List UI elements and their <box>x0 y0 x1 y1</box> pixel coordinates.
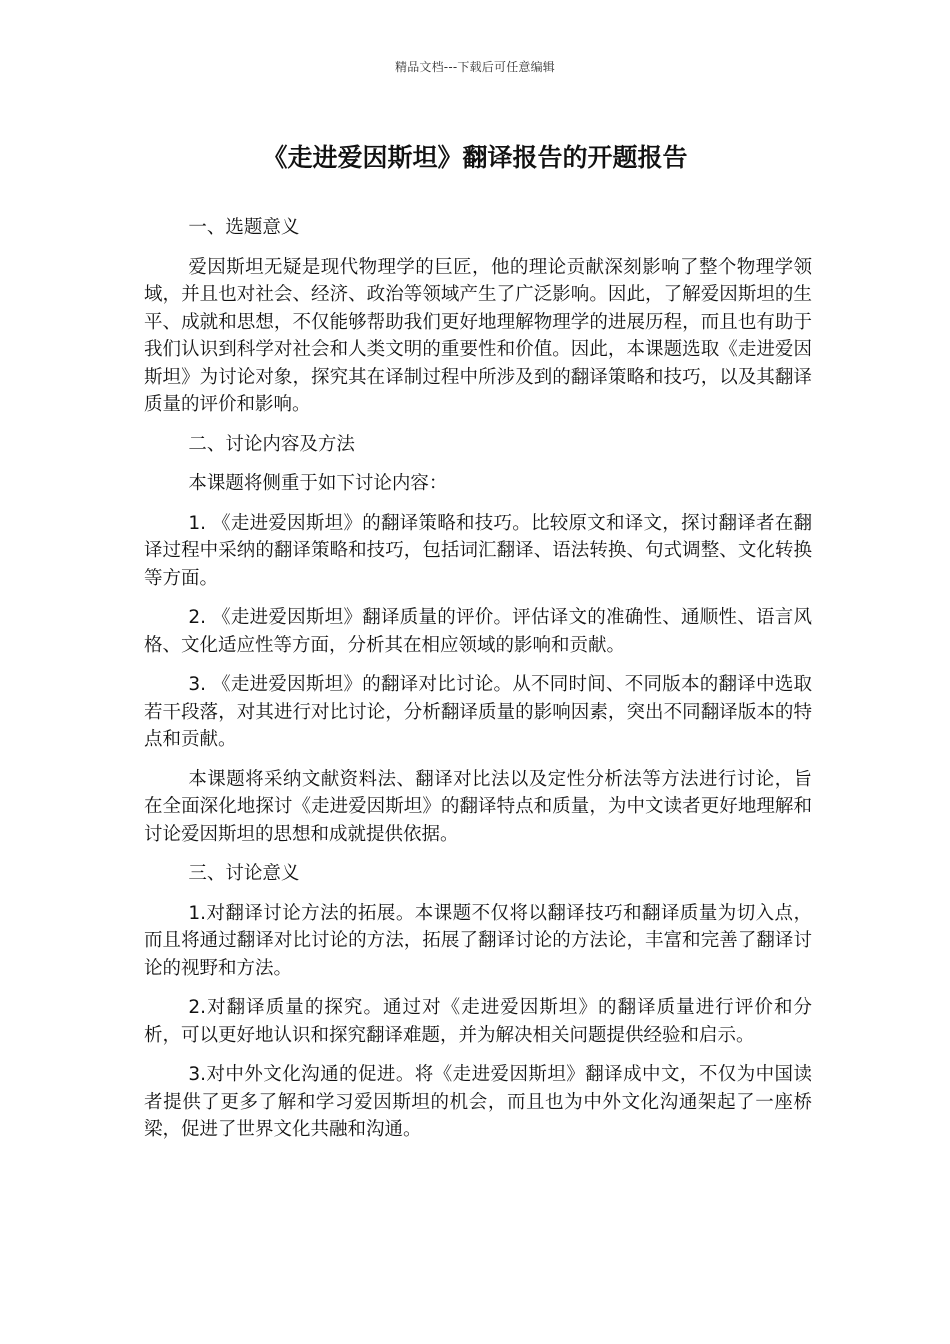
page-header: 精品文档---下载后可任意编辑 <box>395 60 555 74</box>
paragraph-meaning-item-1: 1.对翻译讨论方法的拓展。本课题不仅将以翻译技巧和翻译质量为切入点，而且将通过翻译对比讨论的方法，拓展了翻译讨论的方法论，丰富和完善了翻译讨论的视野和方法。 <box>144 902 812 979</box>
section-heading-3: 三、讨论意义 <box>188 863 300 884</box>
paragraph-content-intro: 本课题将侧重于如下讨论内容： <box>188 473 448 494</box>
paragraph-content-item-3: 3. 《走进爱因斯坦》的翻译对比讨论。从不同时间、不同版本的翻译中选取若干段落，对其进行对比讨论，分析翻译质量的影响因素，突出不同翻译版本的特点和贡献。 <box>144 674 812 750</box>
paragraph-meaning-item-2: 2.对翻译质量的探究。通过对《走进爱因斯坦》的翻译质量进行评价和分析，可以更好地认识和探究翻译难题，并为解决相关问题提供经验和启示。 <box>144 997 812 1046</box>
paragraph-content-item-2: 2. 《走进爱因斯坦》翻译质量的评价。评估译文的准确性、通顺性、语言风格、文化适应性等方面，分析其在相应领域的影响和贡献。 <box>144 607 812 656</box>
paragraph-content-item-1: 1. 《走进爱因斯坦》的翻译策略和技巧。比较原文和译文，探讨翻译者在翻译过程中采纳的翻译策略和技巧，包括词汇翻译、语法转换、句式调整、文化转换等方面。 <box>144 512 812 589</box>
section-heading-1: 一、选题意义 <box>188 217 300 238</box>
paragraph-method: 本课题将采纳文献资料法、翻译对比法以及定性分析法等方法进行讨论，旨在全面深化地探讨《走进爱因斯坦》的翻译特点和质量，为中文读者更好地理解和讨论爱因斯坦的思想和成就提供依据。 <box>144 768 812 845</box>
paragraph-significance: 爱因斯坦无疑是现代物理学的巨匠，他的理论贡献深刻影响了整个物理学领域，并且也对社会、经济、政治等领域产生了广泛影响。因此，了解爱因斯坦的生平、成就和思想，不仅能够帮助我们更好地理解物理学的进展历程，而且也有助于我们认识到科学对社会和人类文明的重要性和价值。因此，本课题选取《走进爱因斯坦》为讨论对象，探究其在译制过程中所涉及到的翻译策略和技巧，以及其翻译质量的评价和影响。 <box>144 256 812 415</box>
document-body <box>144 214 812 1156</box>
paragraph-meaning-item-3: 3.对中外文化沟通的促进。将《走进爱因斯坦》翻译成中文，不仅为中国读者提供了更多了解和学习爱因斯坦的机会，而且也为中外文化沟通架起了一座桥梁，促进了世界文化共融和沟通。 <box>144 1064 812 1140</box>
document-title: 《走进爱因斯坦》翻译报告的开题报告 <box>262 143 688 172</box>
section-heading-2: 二、讨论内容及方法 <box>188 433 355 455</box>
